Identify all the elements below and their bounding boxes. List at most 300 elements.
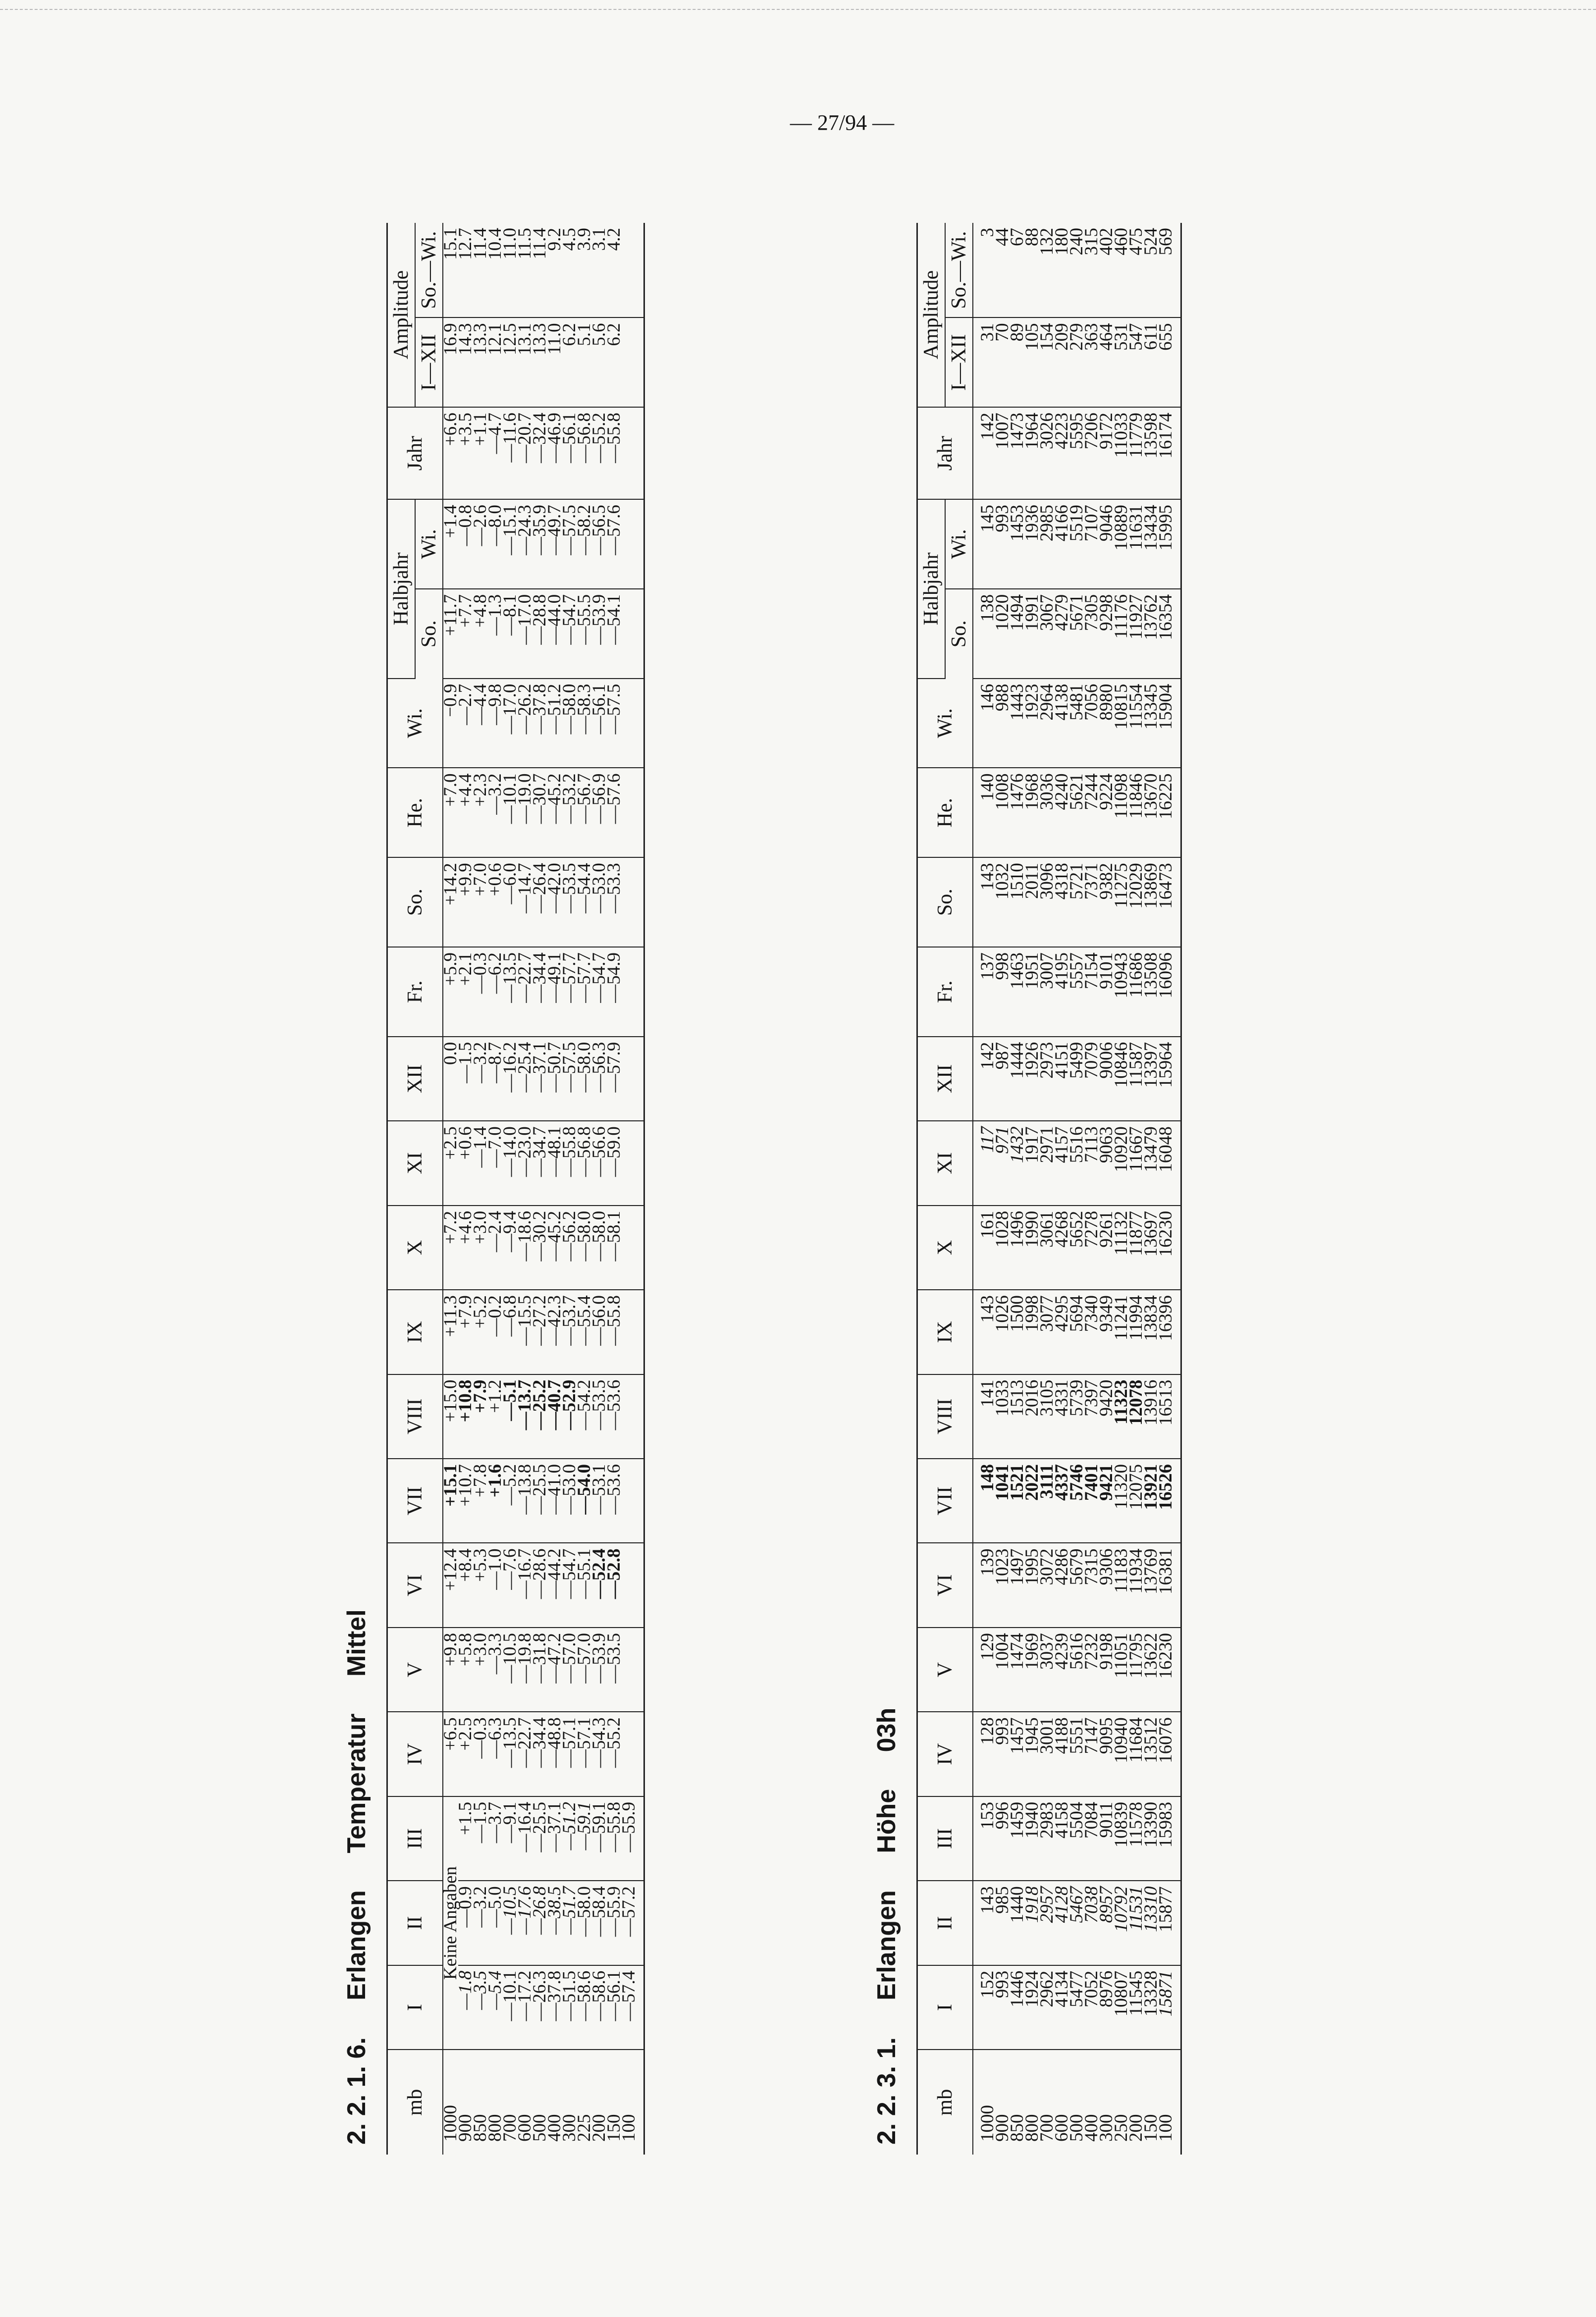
table-cell: —54.2 (577, 1374, 592, 1459)
table-cell: 7232 (1084, 1628, 1099, 1712)
table-cell: 1496 (1010, 1206, 1025, 1290)
table-cell: 154 (1040, 317, 1055, 407)
col-header-halbjahr: Halbjahr (387, 499, 416, 679)
table-cell: 16526 (1159, 1459, 1181, 1543)
table-cell: —58.2 (577, 499, 592, 589)
table-cell: 16076 (1159, 1712, 1181, 1796)
table-cell: —15.5 (518, 1290, 532, 1374)
table-cell: 9006 (1099, 1037, 1114, 1121)
table-cell: 9420 (1099, 1374, 1114, 1459)
table-cell: —51.2 (547, 679, 562, 768)
table-cell: 11545 (1129, 1965, 1144, 2050)
table-cell: —55.2 (592, 407, 607, 499)
table-cell: 8980 (1099, 679, 1114, 768)
table-cell: 13345 (1144, 679, 1159, 768)
table-cell (622, 589, 644, 679)
table-cell: 4158 (1055, 1796, 1069, 1881)
table-cell: 7056 (1084, 679, 1099, 768)
table-cell: —53.2 (562, 768, 577, 857)
table-cell: +5.9 (443, 947, 458, 1037)
table-cell: 3036 (1040, 768, 1055, 857)
table-cell: 9261 (1099, 1206, 1114, 1290)
table-cell: 1513 (1010, 1374, 1025, 1459)
table-cell: —56.8 (577, 407, 592, 499)
table-cell: 1945 (1025, 1712, 1040, 1796)
table-cell: 11320 (1114, 1459, 1129, 1543)
table-cell (622, 1290, 644, 1374)
table-cell: 11667 (1129, 1121, 1144, 1205)
table-cell: —56.8 (577, 1121, 592, 1205)
table-cell: −0.9 (443, 679, 458, 768)
table-cell: 4318 (1055, 857, 1069, 947)
col-header-season: Wi. (917, 679, 973, 768)
table-cell: 11927 (1129, 589, 1144, 679)
table-cell: +15.1 (443, 1459, 458, 1543)
table-cell: 105 (1025, 317, 1040, 407)
table-cell: +2.1 (458, 947, 473, 1037)
table-cell: 1924 (1025, 1965, 1040, 2050)
table-cell: 1032 (995, 857, 1010, 947)
table-cell: 13869 (1144, 857, 1159, 947)
table-cell: —23.0 (518, 1121, 532, 1205)
temperature-section (327, 154, 645, 2155)
table-cell: 1918 (1025, 1881, 1040, 1965)
table-cell: 569 (1159, 223, 1181, 317)
table-cell: —26.3 (532, 1965, 547, 2050)
table-cell: 998 (995, 947, 1010, 1037)
table-cell: —42.3 (547, 1290, 562, 1374)
table-cell: 7315 (1084, 1543, 1099, 1628)
table-cell: 9095 (1099, 1712, 1114, 1796)
pressure-level-cell: 150 (1141, 2114, 1162, 2142)
table-cell: 15995 (1159, 499, 1181, 589)
table-cell: —16.4 (518, 1796, 532, 1881)
table-cell: 5477 (1069, 1965, 1084, 2050)
table-cell: —58.0 (577, 1881, 592, 1965)
table-cell: 13916 (1144, 1374, 1159, 1459)
table-cell (622, 1628, 644, 1712)
table-cell: +1.6 (488, 1459, 503, 1543)
table-cell: —28.8 (532, 589, 547, 679)
table-cell: 9349 (1099, 1290, 1114, 1374)
table-cell: —57.6 (607, 768, 622, 857)
table-cell: —57.4 (622, 1965, 644, 2050)
table-cell: —56.3 (592, 1037, 607, 1121)
table-cell: —13.7 (518, 1374, 532, 1459)
table-cell: 3007 (1040, 947, 1055, 1037)
table-cell: —55.5 (577, 589, 592, 679)
table-cell: —9.4 (503, 1206, 518, 1290)
table-cell: —1.5 (458, 1037, 473, 1121)
header-row (917, 223, 946, 2155)
table-cell: —1.4 (473, 1121, 488, 1205)
table-cell: 11631 (1129, 499, 1144, 589)
table-cell: —17.0 (518, 589, 532, 679)
table-cell: —44.0 (547, 589, 562, 679)
table-cell: —31.8 (532, 1628, 547, 1712)
col-header-month: VII (387, 1459, 443, 1543)
table-cell: —1.3 (488, 589, 503, 679)
table-cell: 13834 (1144, 1290, 1159, 1374)
pressure-level-cell: 700 (500, 2114, 521, 2142)
table-cell: 1968 (1025, 768, 1040, 857)
table-cell: 1936 (1025, 499, 1040, 589)
table-cell: +7.0 (443, 768, 458, 857)
table-cell: 1026 (995, 1290, 1010, 1374)
table-cell: 142 (973, 407, 995, 499)
table-cell: —53.5 (592, 1374, 607, 1459)
table-cell: 3.1 (592, 223, 607, 317)
table-cell: —34.4 (532, 947, 547, 1037)
table-cell: 11241 (1114, 1290, 1129, 1374)
table-cell: 5481 (1069, 679, 1084, 768)
table-cell: 9298 (1099, 589, 1114, 679)
table-cell: 6.2 (562, 317, 577, 407)
table-cell: 11779 (1129, 407, 1144, 499)
table-cell: —8.1 (503, 589, 518, 679)
table-cell: —25.5 (532, 1459, 547, 1543)
table-cell: 1459 (1010, 1796, 1025, 1881)
table-cell: 1041 (995, 1459, 1010, 1543)
table-cell: 138 (973, 589, 995, 679)
table-cell: 5499 (1069, 1037, 1084, 1121)
table-cell: 10792 (1114, 1881, 1129, 1965)
table-cell: —51.5 (562, 1965, 577, 2050)
table-cell: +2.5 (443, 1121, 458, 1205)
table-cell: 11132 (1114, 1206, 1129, 1290)
table-cell: 143 (973, 857, 995, 947)
table-cell: —59.0 (607, 1121, 622, 1205)
table-cell: 16513 (1159, 1374, 1181, 1459)
col-header-month: III (917, 1796, 973, 1881)
table-row (622, 223, 644, 2155)
table-cell: 16230 (1159, 1206, 1181, 1290)
table-cell: 3061 (1040, 1206, 1055, 1290)
table-cell: —2.7 (458, 679, 473, 768)
pressure-level-cell: 100 (1159, 2050, 1181, 2155)
table-cell: 7244 (1084, 768, 1099, 857)
col-header-season: He. (917, 768, 973, 857)
table-cell: 464 (1099, 317, 1114, 407)
table-cell: +3.0 (473, 1206, 488, 1290)
table-cell: —30.7 (532, 768, 547, 857)
table-cell: —49.7 (547, 499, 562, 589)
table-cell: +6.6 (443, 407, 458, 499)
table-cell: —57.6 (607, 499, 622, 589)
table-cell: 5504 (1069, 1796, 1084, 1881)
table-cell: 1494 (1010, 589, 1025, 679)
table-cell: —45.2 (547, 768, 562, 857)
table-cell: 67 (1010, 223, 1025, 317)
table-cell: 7107 (1084, 499, 1099, 589)
table-cell: 11275 (1114, 857, 1129, 947)
table-cell: —50.7 (547, 1037, 562, 1121)
table-cell: —34.7 (532, 1121, 547, 1205)
col-header-month: VI (917, 1543, 973, 1628)
col-header-month: I (917, 1965, 973, 2050)
table-cell: —6.0 (503, 857, 518, 947)
table-cell: 547 (1129, 317, 1144, 407)
table-cell: 13.3 (532, 317, 547, 407)
table-cell: 161 (973, 1206, 995, 1290)
table-cell: 611 (1144, 317, 1159, 407)
table-cell: —37.8 (547, 1965, 562, 2050)
table-cell: 1446 (1010, 1965, 1025, 2050)
table-cell: 3096 (1040, 857, 1055, 947)
table-cell: 5721 (1069, 857, 1084, 947)
table-cell: 2022 (1025, 1459, 1040, 1543)
table-cell: 1497 (1010, 1543, 1025, 1628)
table-cell: 137 (973, 947, 995, 1037)
table-cell (622, 947, 644, 1037)
table-cell: 5679 (1069, 1543, 1084, 1628)
table-cell: 1440 (1010, 1881, 1025, 1965)
table-cell: —10.5 (503, 1628, 518, 1712)
table-cell (622, 1037, 644, 1121)
table-cell: 13921 (1144, 1459, 1159, 1543)
table-cell: 4279 (1055, 589, 1069, 679)
table-cell: 12.7 (458, 223, 473, 317)
table-cell: 1964 (1025, 407, 1040, 499)
table-cell: 13769 (1144, 1543, 1159, 1628)
table-cell: —19.0 (518, 768, 532, 857)
table-cell: —55.1 (577, 1543, 592, 1628)
table-cell: 4195 (1055, 947, 1069, 1037)
col-header-amplitude-sub: I—XII (945, 317, 973, 407)
table-cell: 11.4 (532, 223, 547, 317)
table-cell: —14.7 (518, 857, 532, 947)
table-cell: +1.1 (473, 407, 488, 499)
page-top-rule (0, 9, 1596, 10)
table-cell: 16230 (1159, 1628, 1181, 1712)
table-cell: 13512 (1144, 1712, 1159, 1796)
table-cell: 1917 (1025, 1121, 1040, 1205)
table-cell: 7052 (1084, 1965, 1099, 2050)
table-cell: 13508 (1144, 947, 1159, 1037)
table-cell: —57.5 (562, 1037, 577, 1121)
pressure-level-cell: 225 (574, 2114, 595, 2142)
table-cell: 996 (995, 1796, 1010, 1881)
col-header-mb: mb (917, 2050, 973, 2155)
table-cell: +9.8 (443, 1628, 458, 1712)
table-cell: 5.6 (592, 317, 607, 407)
col-header-month: V (387, 1628, 443, 1712)
table-cell: —57.7 (562, 947, 577, 1037)
table-cell: 5516 (1069, 1121, 1084, 1205)
table-cell: 10815 (1114, 679, 1129, 768)
table-cell: 143 (973, 1881, 995, 1965)
pressure-level-cell: 600 (1052, 2114, 1072, 2142)
table-cell: 11323 (1114, 1374, 1129, 1459)
table-cell: 11.0 (547, 317, 562, 407)
table-cell: +4.6 (458, 1206, 473, 1290)
table-cell: 9224 (1099, 768, 1114, 857)
col-header-month: IV (917, 1712, 973, 1796)
table-cell: 2973 (1040, 1037, 1055, 1121)
table-cell: 4286 (1055, 1543, 1069, 1628)
table-cell: 13670 (1144, 768, 1159, 857)
table-cell: —58.6 (577, 1965, 592, 2050)
table-cell: —32.4 (532, 407, 547, 499)
table-cell: —57.5 (562, 499, 577, 589)
table-cell: 985 (995, 1881, 1010, 1965)
table-cell: +14.2 (443, 857, 458, 947)
table-cell: 6.2 (607, 317, 622, 407)
section-number: 2. 2. 1. 6. (342, 2037, 371, 2145)
table-cell: 1969 (1025, 1628, 1040, 1712)
col-header-season: Fr. (917, 947, 973, 1037)
table-cell: 460 (1114, 223, 1129, 317)
table-cell: 5694 (1069, 1290, 1084, 1374)
table-cell: 70 (995, 317, 1010, 407)
table-cell: 11.4 (473, 223, 488, 317)
table-cell: 993 (995, 499, 1010, 589)
table-cell: —58.3 (577, 679, 592, 768)
table-cell: +7.8 (473, 1459, 488, 1543)
table-cell: 11795 (1129, 1628, 1144, 1712)
table-cell: —53.0 (562, 1459, 577, 1543)
table-cell: 1443 (1010, 679, 1025, 768)
table-cell: 152 (973, 1965, 995, 2050)
table-cell: 13762 (1144, 589, 1159, 679)
height-heading (857, 154, 916, 2155)
table-cell: 13.3 (473, 317, 488, 407)
col-header-month: III (387, 1796, 443, 1881)
table-cell (622, 407, 644, 499)
col-header-month: X (387, 1206, 443, 1290)
table-cell: —1.8 (458, 1965, 473, 2050)
table-cell: +12.4 (443, 1543, 458, 1628)
table-cell: —13.8 (518, 1459, 532, 1543)
table-cell: 7278 (1084, 1206, 1099, 1290)
table-cell: —5.1 (503, 1374, 518, 1459)
table-cell: 1028 (995, 1206, 1010, 1290)
table-cell: —57.2 (622, 1881, 644, 1965)
col-header-month: VII (917, 1459, 973, 1543)
table-cell: 1923 (1025, 679, 1040, 768)
table-cell: 987 (995, 1037, 1010, 1121)
table-cell: —53.5 (562, 857, 577, 947)
table-cell: —48.1 (547, 1121, 562, 1205)
table-cell: —58.4 (592, 1881, 607, 1965)
table-cell: 475 (1129, 223, 1144, 317)
table-cell: —1.0 (488, 1543, 503, 1628)
table-cell: —22.7 (518, 1712, 532, 1796)
table-cell: 7147 (1084, 1712, 1099, 1796)
col-header-amplitude-sub: So.—Wi. (415, 223, 443, 317)
table-cell: —56.1 (607, 1965, 622, 2050)
table-cell: 7038 (1084, 1881, 1099, 1965)
col-header-halbjahr-sub: So. (415, 589, 443, 679)
col-header-month: I (387, 1965, 443, 2050)
table-cell: 11051 (1114, 1628, 1129, 1712)
table-cell: 3077 (1040, 1290, 1055, 1374)
table-cell: 993 (995, 1965, 1010, 2050)
table-cell: 141 (973, 1374, 995, 1459)
table-cell: —22.7 (518, 947, 532, 1037)
table-cell: +1.4 (443, 499, 458, 589)
table-cell: —53.6 (607, 1459, 622, 1543)
col-header-month: IX (917, 1290, 973, 1374)
table-cell: 1951 (1025, 947, 1040, 1037)
table-cell: 44 (995, 223, 1010, 317)
pressure-level-cell: 150 (604, 2114, 625, 2142)
col-header-month: IV (387, 1712, 443, 1796)
table-cell: 4337 (1055, 1459, 1069, 1543)
table-cell: 1473 (1010, 407, 1025, 499)
table-cell: —55.8 (607, 1796, 622, 1881)
table-cell: —59.1 (592, 1796, 607, 1881)
table-cell: 0.0 (443, 1037, 458, 1121)
table-cell: +3.5 (458, 407, 473, 499)
table-cell: —55.2 (607, 1712, 622, 1796)
table-cell: —52.4 (592, 1543, 607, 1628)
table-cell: 13390 (1144, 1796, 1159, 1881)
table-cell (622, 223, 644, 317)
table-cell: —0.8 (458, 499, 473, 589)
table-cell: —3.2 (473, 1037, 488, 1121)
table-cell: —3.7 (488, 1796, 503, 1881)
table-cell: 1033 (995, 1374, 1010, 1459)
table-cell: 4157 (1055, 1121, 1069, 1205)
table-cell: —37.1 (547, 1796, 562, 1881)
table-cell: —37.1 (532, 1037, 547, 1121)
table-cell: 2983 (1040, 1796, 1055, 1881)
table-cell: —53.7 (562, 1290, 577, 1374)
table-cell: —51.7 (562, 1881, 577, 1965)
table-cell: 9046 (1099, 499, 1114, 589)
table-cell: 13598 (1144, 407, 1159, 499)
table-cell: —57.7 (577, 947, 592, 1037)
table-cell: 4295 (1055, 1290, 1069, 1374)
table-cell: —56.1 (562, 407, 577, 499)
pressure-level-cell: 400 (1081, 2114, 1102, 2142)
table-cell: 16473 (1159, 857, 1181, 947)
table-cell: +11.7 (443, 589, 458, 679)
table-cell: 524 (1144, 223, 1159, 317)
table-cell: 9101 (1099, 947, 1114, 1037)
table-cell: —25.2 (532, 1374, 547, 1459)
table-cell: —5.0 (488, 1881, 503, 1965)
table-cell: 1991 (1025, 589, 1040, 679)
table-cell: 1457 (1010, 1712, 1025, 1796)
table-cell: +1.2 (488, 1374, 503, 1459)
table-cell: —52.8 (607, 1543, 622, 1628)
table-cell: 13310 (1144, 1881, 1159, 1965)
col-header-month: IX (387, 1290, 443, 1374)
col-header-jahr: Jahr (917, 407, 973, 499)
table-cell: 13479 (1144, 1121, 1159, 1205)
table-cell: +0.6 (458, 1121, 473, 1205)
table-cell: 1463 (1010, 947, 1025, 1037)
col-header-month: XI (917, 1121, 973, 1205)
table-cell: —38.5 (547, 1881, 562, 1965)
table-cell (622, 679, 644, 768)
table-cell: 9382 (1099, 857, 1114, 947)
col-header-month: VIII (387, 1374, 443, 1459)
table-cell: —16.7 (518, 1543, 532, 1628)
table-cell: +4.8 (473, 589, 488, 679)
table-cell: 1990 (1025, 1206, 1040, 1290)
table-cell: —8.0 (488, 499, 503, 589)
table-cell: 1020 (995, 589, 1010, 679)
table-cell: 15.1 (443, 223, 458, 317)
table-cell: +7.0 (473, 857, 488, 947)
table-cell: —55.4 (577, 1290, 592, 1374)
table-cell: 4151 (1055, 1037, 1069, 1121)
table-cell: 2962 (1040, 1965, 1055, 2050)
table-cell: —0.2 (488, 1290, 503, 1374)
